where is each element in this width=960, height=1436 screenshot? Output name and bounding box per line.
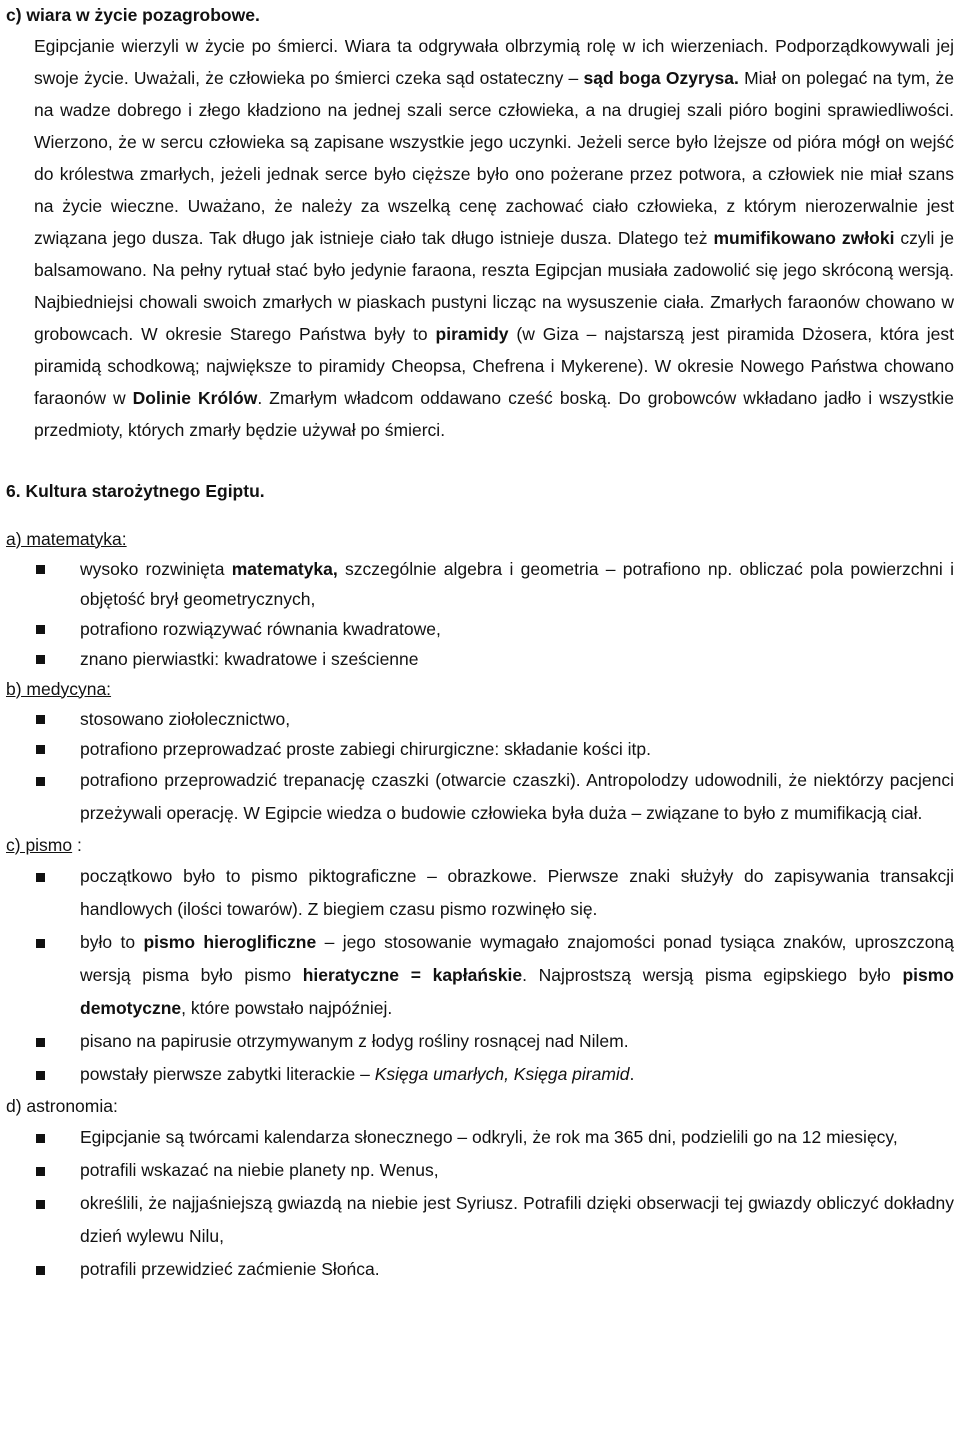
- item-bold: matematyka,: [231, 558, 338, 579]
- math-list: [6, 554, 954, 674]
- subheading-medicine: [6, 674, 954, 704]
- square-bullet-icon: [36, 939, 45, 948]
- item-text: znano pierwiastki: kwadratowe i sześcienne: [80, 648, 419, 669]
- item-text: potrafili przewidzieć zaćmienie Słońca.: [80, 1258, 380, 1279]
- square-bullet-icon: [36, 1071, 45, 1080]
- document-page: [6, 0, 954, 1286]
- item-text: początkowo było to pismo piktograficzne – obrazkowe. Pierwsze znaki służyły do zapisywania transakcji handlowych (ilości towarów). Z biegiem czasu pismo rozwinęło się.: [80, 865, 954, 919]
- item-italic: Księga umarłych, Księga piramid: [374, 1063, 630, 1084]
- square-bullet-icon: [36, 1038, 45, 1047]
- item-text: potrafiono rozwiązywać równania kwadratowe,: [80, 618, 441, 639]
- square-bullet-icon: [36, 1266, 45, 1275]
- list-item: [6, 734, 954, 764]
- item-text: .: [629, 1063, 635, 1084]
- astronomy-list: [6, 1121, 954, 1286]
- item-text: – jego stosowanie wymagało znajomości ponad tysiąca znaków, uproszczoną wersją pisma było pismo: [80, 931, 954, 985]
- spacer: [6, 446, 954, 476]
- afterlife-bold-3: piramidy: [435, 324, 509, 344]
- square-bullet-icon: [36, 655, 45, 664]
- afterlife-paragraph: [34, 30, 954, 446]
- afterlife-text-4: (w Giza – najstarszą jest piramida Dżosera, która jest piramidą schodkową; największe to piramidy Cheopsa, Chefrena i Mykerene). W okresie Nowego Państwa chowano faraonów w: [34, 324, 954, 408]
- list-item: [6, 554, 954, 614]
- item-text: potrafili wskazać na niebie planety np. Wenus,: [80, 1159, 439, 1180]
- subheading-math: [6, 524, 954, 554]
- list-item: [6, 1253, 954, 1286]
- item-text: . Najprostszą wersją pisma egipskiego było: [522, 964, 903, 985]
- list-item: [6, 1154, 954, 1187]
- square-bullet-icon: [36, 777, 45, 786]
- list-item: [6, 764, 954, 830]
- afterlife-text-5: . Zmarłym władcom oddawano cześć boską. Do grobowców wkładano jadło i wszystkie przedmioty, których zmarły będzie używał po śmierci.: [34, 388, 955, 440]
- square-bullet-icon: [36, 715, 45, 724]
- square-bullet-icon: [36, 565, 45, 574]
- subheading-writing: [6, 830, 954, 860]
- list-item: [6, 704, 954, 734]
- square-bullet-icon: [36, 1134, 45, 1143]
- afterlife-text-2: Miał on polegać na tym, że na wadze dobrego i złego kładziono na jednej szali serce człowieka, a na drugiej szali pióro bogini sprawiedliwości. Wierzono, że w sercu człowieka są zapisane wszystkie jego uczynki. Jeżeli serce było lżejsze od pióra mógł on wejść do królestwa zmarłych, jeżeli jednak serce było cięższe było ono pożerane przez potwora, a człowiek nie miał szans na życie wieczne. Uważano, że należy za wszelką cenę zachować ciało człowieka, z którym nierozerwalnie jest związana jego dusza. Tak długo jak istnieje ciało tak długo istnieje dusza. Dlatego też: [34, 68, 954, 248]
- item-bold: pismo hieroglificzne: [143, 931, 317, 952]
- subheading-writing-label: c) pismo: [6, 834, 73, 855]
- item-text: , które powstało najpóźniej.: [181, 997, 393, 1018]
- item-text: potrafiono przeprowadzić trepanację czaszki (otwarcie czaszki). Antropolodzy udowodnili, że niektórzy pacjenci przeżywali operację. W Egipcie wiedza o budowie człowieka była duża – związane to było z mumifikacją ciał.: [80, 769, 954, 823]
- list-item: [6, 1058, 954, 1091]
- afterlife-text-1: Egipcjanie wierzyli w życie po śmierci. Wiara ta odgrywała olbrzymią rolę w ich wierzeniach. Podporządkowywali jej swoje życie. Uważali, że człowieka po śmierci czeka sąd ostateczny –: [34, 36, 954, 88]
- section-title-culture: 6. Kultura starożytnego Egiptu.: [6, 481, 265, 501]
- list-item: [6, 1187, 954, 1253]
- subheading-astronomy: d) astronomia:: [6, 1095, 118, 1116]
- subheading-math-label: a) matematyka:: [6, 528, 127, 549]
- item-bold: hieratyczne = kapłańskie: [302, 964, 523, 985]
- item-text: stosowano ziołolecznictwo,: [80, 708, 291, 729]
- item-text: szczególnie algebra i geometria – potrafiono np. obliczać pola powierzchni i objętość brył geometrycznych,: [80, 558, 954, 609]
- afterlife-text-3: czyli je balsamowano. Na pełny rytuał stać było jedynie faraona, reszta Egipcjan musiała zadowolić się jego skróconą wersją. Najbiedniejsi chowali swoich zmarłych w piaskach pustyni licząc na wysuszenie ciała. Zmarłych faraonów chowano w grobowcach. W okresie Starego Państwa były to: [34, 228, 954, 344]
- square-bullet-icon: [36, 873, 45, 882]
- writing-list: [6, 860, 954, 1091]
- list-item: [6, 1121, 954, 1154]
- item-text: potrafiono przeprowadzać proste zabiegi chirurgiczne: składanie kości itp.: [80, 738, 651, 759]
- item-text: wysoko rozwinięta: [80, 558, 232, 579]
- item-text: było to: [80, 931, 144, 952]
- section-heading-afterlife: c) wiara w życie pozagrobowe.: [6, 5, 260, 25]
- item-bold: pismo demotyczne: [80, 964, 954, 1018]
- list-item: [6, 860, 954, 926]
- item-text: powstały pierwsze zabytki literackie –: [80, 1063, 375, 1084]
- list-item: [6, 644, 954, 674]
- square-bullet-icon: [36, 1167, 45, 1176]
- subheading-medicine-label: b) medycyna:: [6, 678, 112, 699]
- square-bullet-icon: [36, 625, 45, 634]
- item-text: Egipcjanie są twórcami kalendarza słonecznego – odkryli, że rok ma 365 dni, podzielili go na 12 miesięcy,: [80, 1126, 898, 1147]
- subheading-writing-suffix: :: [72, 834, 82, 855]
- list-item: [6, 1025, 954, 1058]
- afterlife-bold-2: mumifikowano zwłoki: [713, 228, 895, 248]
- medicine-list: [6, 704, 954, 830]
- square-bullet-icon: [36, 745, 45, 754]
- afterlife-bold-4: Dolinie Królów: [132, 388, 258, 408]
- square-bullet-icon: [36, 1200, 45, 1209]
- item-text: określili, że najjaśniejszą gwiazdą na niebie jest Syriusz. Potrafili dzięki obserwacji tej gwiazdy obliczyć dokładny dzień wylewu Nilu,: [80, 1192, 954, 1246]
- list-item: [6, 614, 954, 644]
- item-text: pisano na papirusie otrzymywanym z łodyg rośliny rosnącej nad Nilem.: [80, 1030, 629, 1051]
- list-item: [6, 926, 954, 1025]
- afterlife-bold-1: sąd boga Ozyrysa.: [583, 68, 739, 88]
